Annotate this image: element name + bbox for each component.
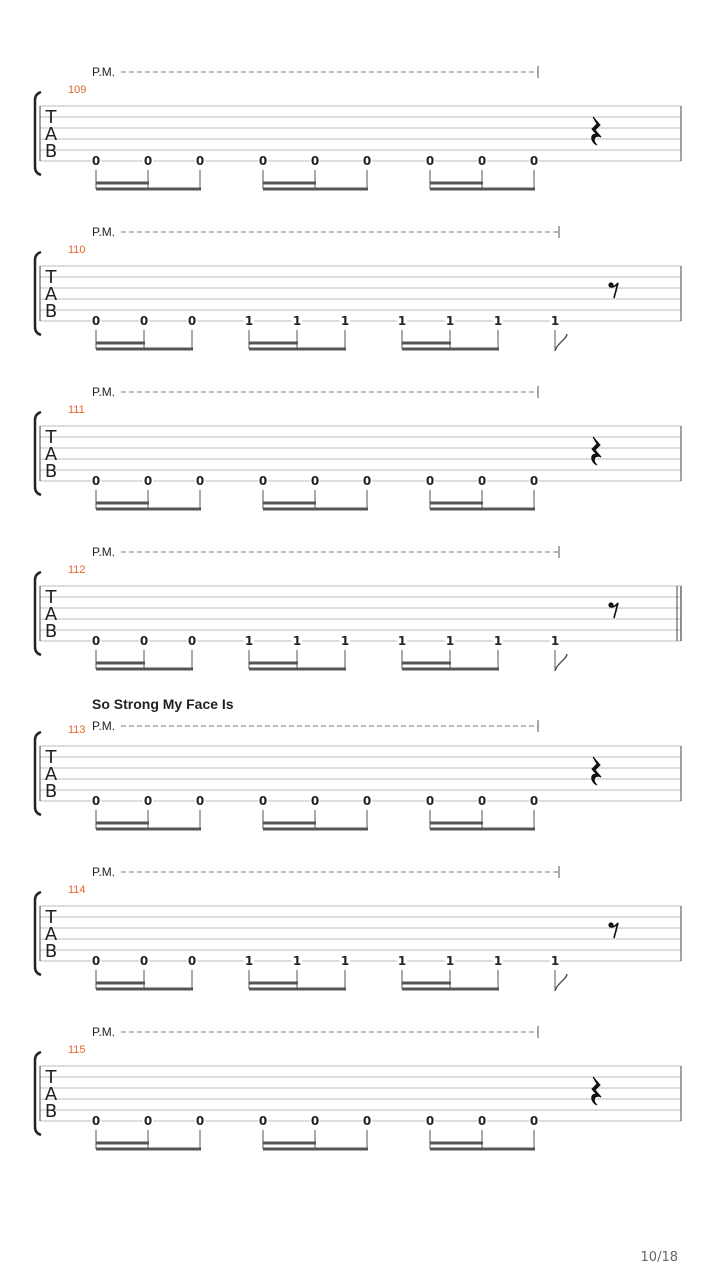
fret-number: 1	[550, 954, 560, 968]
fret-number: 0	[529, 474, 539, 488]
fret-number: 0	[195, 474, 205, 488]
fret-number: 0	[529, 154, 539, 168]
primary-beam	[96, 188, 201, 191]
fret-number: 0	[91, 154, 101, 168]
eighth-flag	[555, 654, 567, 671]
primary-beam	[402, 348, 499, 351]
tab-clef-letter: B	[44, 301, 58, 322]
measure-number: 110	[68, 244, 86, 256]
fret-number: 1	[292, 954, 302, 968]
tab-clef-letter: A	[44, 1084, 58, 1105]
staff-system-109	[35, 65, 681, 191]
fret-number: 1	[445, 634, 455, 648]
tab-clef-letter: B	[44, 1101, 58, 1122]
fret-number: 0	[529, 1114, 539, 1128]
secondary-beam	[96, 982, 145, 985]
fret-number: 0	[425, 474, 435, 488]
secondary-beam	[402, 342, 451, 345]
eighth-flag	[555, 974, 567, 991]
fret-number: 0	[139, 954, 149, 968]
measure-number: 112	[68, 564, 86, 576]
primary-beam	[402, 668, 499, 671]
fret-number: 0	[425, 154, 435, 168]
tab-clef-letter: B	[44, 461, 58, 482]
measure-number: 111	[68, 404, 85, 416]
tab-clef-letter: B	[44, 941, 58, 962]
fret-number: 0	[143, 154, 153, 168]
secondary-beam	[96, 822, 149, 825]
tab-clef-letter: T	[45, 107, 57, 128]
secondary-beam	[96, 502, 149, 505]
fret-number: 0	[362, 794, 372, 808]
tab-clef-letter: A	[44, 764, 58, 785]
secondary-beam	[249, 662, 298, 665]
staff-system-114	[35, 865, 681, 991]
fret-number: 0	[310, 1114, 320, 1128]
primary-beam	[402, 988, 499, 991]
fret-number: 0	[477, 474, 487, 488]
secondary-beam	[430, 182, 483, 185]
fret-number: 0	[477, 154, 487, 168]
primary-beam	[96, 988, 193, 991]
fret-number: 1	[244, 634, 254, 648]
fret-number: 1	[292, 314, 302, 328]
fret-number: 1	[340, 954, 350, 968]
staff-system-111	[35, 385, 681, 511]
page-number: 10/18	[640, 1250, 678, 1265]
primary-beam	[430, 828, 535, 831]
fret-number: 0	[362, 1114, 372, 1128]
fret-number: 1	[445, 954, 455, 968]
quarter-rest	[592, 1077, 601, 1105]
secondary-beam	[263, 182, 316, 185]
fret-number: 0	[258, 794, 268, 808]
secondary-beam	[263, 822, 316, 825]
primary-beam	[430, 508, 535, 511]
tab-clef-letter: A	[44, 444, 58, 465]
primary-beam	[263, 188, 368, 191]
staff-system-112	[35, 545, 681, 671]
tab-clef-letter: T	[45, 427, 57, 448]
fret-number: 0	[362, 154, 372, 168]
fret-number: 0	[477, 1114, 487, 1128]
fret-number: 0	[195, 1114, 205, 1128]
quarter-rest	[592, 117, 601, 145]
staff-system-110	[35, 225, 681, 351]
secondary-beam	[402, 662, 451, 665]
fret-number: 0	[310, 474, 320, 488]
fret-number: 0	[425, 1114, 435, 1128]
fret-number: 0	[187, 314, 197, 328]
fret-number: 0	[91, 634, 101, 648]
tab-clef-letter: T	[45, 587, 57, 608]
palm-mute-label: P.M.	[92, 65, 116, 79]
palm-mute-label: P.M.	[92, 545, 116, 559]
fret-number: 0	[362, 474, 372, 488]
primary-beam	[263, 508, 368, 511]
secondary-beam	[263, 502, 316, 505]
fret-number: 1	[292, 634, 302, 648]
fret-number: 0	[91, 954, 101, 968]
primary-beam	[96, 828, 201, 831]
fret-number: 0	[91, 794, 101, 808]
fret-number: 0	[258, 474, 268, 488]
fret-number: 1	[244, 314, 254, 328]
tab-clef-letter: T	[45, 907, 57, 928]
fret-number: 1	[493, 314, 503, 328]
primary-beam	[96, 508, 201, 511]
fret-number: 1	[397, 954, 407, 968]
fret-number: 1	[445, 314, 455, 328]
fret-number: 1	[550, 634, 560, 648]
tab-clef-letter: A	[44, 924, 58, 945]
primary-beam	[249, 668, 346, 671]
palm-mute-label: P.M.	[92, 719, 116, 733]
fret-number: 1	[550, 314, 560, 328]
primary-beam	[430, 1148, 535, 1151]
tab-clef-letter: T	[45, 1067, 57, 1088]
secondary-beam	[249, 982, 298, 985]
fret-number: 0	[143, 474, 153, 488]
staff-system-115	[35, 1025, 681, 1151]
tab-clef-letter: T	[45, 747, 57, 768]
fret-number: 1	[244, 954, 254, 968]
fret-number: 0	[139, 634, 149, 648]
fret-number: 0	[310, 794, 320, 808]
fret-number: 0	[258, 154, 268, 168]
quarter-rest	[592, 757, 601, 785]
palm-mute-label: P.M.	[92, 385, 116, 399]
primary-beam	[96, 348, 193, 351]
tab-clef-letter: B	[44, 141, 58, 162]
quarter-rest	[592, 437, 601, 465]
fret-number: 0	[425, 794, 435, 808]
palm-mute-label: P.M.	[92, 865, 116, 879]
fret-number: 0	[187, 954, 197, 968]
primary-beam	[249, 348, 346, 351]
palm-mute-label: P.M.	[92, 225, 116, 239]
secondary-beam	[402, 982, 451, 985]
fret-number: 0	[91, 314, 101, 328]
fret-number: 1	[397, 314, 407, 328]
fret-number: 1	[340, 634, 350, 648]
primary-beam	[263, 1148, 368, 1151]
tab-clef-letter: B	[44, 621, 58, 642]
fret-number: 0	[187, 634, 197, 648]
secondary-beam	[430, 502, 483, 505]
measure-number: 114	[68, 884, 86, 896]
fret-number: 1	[493, 634, 503, 648]
primary-beam	[263, 828, 368, 831]
secondary-beam	[430, 822, 483, 825]
secondary-beam	[430, 1142, 483, 1145]
fret-number: 0	[143, 1114, 153, 1128]
fret-number: 0	[258, 1114, 268, 1128]
tab-clef-letter: A	[44, 124, 58, 145]
fret-number: 1	[493, 954, 503, 968]
fret-number: 0	[91, 1114, 101, 1128]
fret-number: 0	[139, 314, 149, 328]
primary-beam	[430, 188, 535, 191]
palm-mute-label: P.M.	[92, 1025, 116, 1039]
fret-number: 0	[143, 794, 153, 808]
secondary-beam	[249, 342, 298, 345]
primary-beam	[249, 988, 346, 991]
eighth-flag	[555, 334, 567, 351]
tab-clef-letter: B	[44, 781, 58, 802]
tab-clef-letter: A	[44, 604, 58, 625]
section-marker: So Strong My Face Is	[92, 696, 234, 712]
fret-number: 1	[397, 634, 407, 648]
secondary-beam	[96, 342, 145, 345]
primary-beam	[96, 668, 193, 671]
fret-number: 0	[195, 794, 205, 808]
measure-number: 115	[68, 1044, 86, 1056]
fret-number: 0	[477, 794, 487, 808]
fret-number: 0	[529, 794, 539, 808]
fret-number: 0	[91, 474, 101, 488]
measure-number: 109	[68, 84, 87, 96]
tab-clef-letter: A	[44, 284, 58, 305]
measure-number: 113	[68, 724, 86, 736]
fret-number: 1	[340, 314, 350, 328]
secondary-beam	[96, 1142, 149, 1145]
secondary-beam	[96, 182, 149, 185]
fret-number: 0	[310, 154, 320, 168]
primary-beam	[96, 1148, 201, 1151]
secondary-beam	[263, 1142, 316, 1145]
staff-system-113	[35, 696, 681, 831]
tab-clef-letter: T	[45, 267, 57, 288]
fret-number: 0	[195, 154, 205, 168]
secondary-beam	[96, 662, 145, 665]
